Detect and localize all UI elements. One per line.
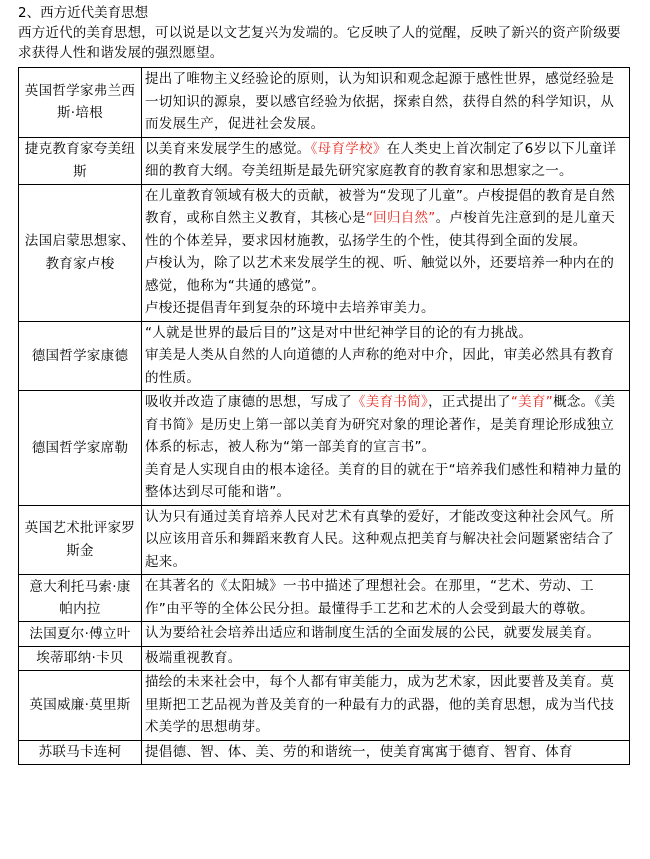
thinker-description bbox=[142, 505, 630, 575]
thinker-description bbox=[142, 184, 630, 321]
table-row bbox=[19, 622, 630, 647]
thinker-name: 德国哲学家席勒 bbox=[19, 391, 142, 506]
description-paragraph bbox=[145, 252, 626, 297]
thinker-name: 英国哲学家弗兰西斯·培根 bbox=[19, 68, 142, 138]
thinker-name: 捷克教育家夸美纽斯 bbox=[19, 137, 142, 184]
thinker-description bbox=[142, 646, 630, 671]
thinker-name: 英国艺术批评家罗斯金 bbox=[19, 505, 142, 575]
body-text: 认为只有通过美育培养人民对艺术有真挚的爱好，才能改变这种社会风气。所以应该用音乐和舞蹈来教育人民。这种观点把美育与解决社会问题紧密结合了起来。 bbox=[145, 508, 615, 570]
thinker-description bbox=[142, 137, 630, 184]
description-paragraph bbox=[145, 671, 626, 739]
description-paragraph bbox=[145, 622, 626, 645]
description-paragraph bbox=[145, 68, 626, 136]
thinker-description bbox=[142, 391, 630, 506]
thinker-name: 意大利托马索·康帕内拉 bbox=[19, 575, 142, 622]
table-row bbox=[19, 740, 630, 765]
body-text: 提倡德、智、体、美、劳的和谐统一，使美育寓寓于德育、智育、体育 bbox=[145, 743, 573, 760]
thinker-name: 英国威廉·莫里斯 bbox=[19, 671, 142, 741]
body-text: 在人类史上首次制定了6岁以下儿童详细的教育大纲。夸美纽斯是最先研究家庭教育的教育家和思想家之一。 bbox=[145, 140, 617, 179]
description-paragraph bbox=[145, 459, 626, 504]
thinker-name: 法国夏尔·傅立叶 bbox=[19, 622, 142, 647]
thinker-name: 埃蒂耶纳·卡贝 bbox=[19, 646, 142, 671]
description-paragraph bbox=[145, 506, 626, 574]
table-row bbox=[19, 321, 630, 391]
thinker-name: 苏联马卡连柯 bbox=[19, 740, 142, 765]
description-paragraph bbox=[145, 297, 626, 320]
body-text: 提出了唯物主义经验论的原则，认为知识和观念起源于感性世界，感觉经验是一切知识的源泉，要以感官经验为依据，探索自然，获得自然的科学知识，从而发展生产，促进社会发展。 bbox=[145, 71, 615, 132]
thinker-name: 德国哲学家康德 bbox=[19, 321, 142, 391]
description-paragraph bbox=[145, 647, 626, 670]
body-text: 。卢梭首先注意到的是儿童天性的个体差异，要求因材施教，弘扬学生的个性，使其得到全面的发展。 bbox=[145, 210, 616, 249]
body-text: 在其著名的《太阳城》一书中描述了理想社会。在那里，“艺术、劳动、工作”由平等的全体公民分担。最懂得手工艺和艺术的人会受到最大的尊敬。 bbox=[145, 578, 594, 617]
thinker-description bbox=[142, 622, 630, 647]
highlight-text: “美育” bbox=[510, 394, 554, 410]
table-row bbox=[19, 68, 630, 138]
intro-paragraph: 西方近代的美育思想，可以说是以文艺复兴为发端的。它反映了人的觉醒，反映了新兴的资产阶级要求获得人性和谐发展的强烈愿望。 bbox=[18, 25, 621, 61]
description-paragraph bbox=[145, 322, 626, 345]
body-text: 审美是人类从自然的人向道德的人声称的绝对中介，因此，审美必然具有教育的性质。 bbox=[145, 347, 615, 386]
thinker-description bbox=[142, 740, 630, 765]
body-text: 极端重视教育。 bbox=[145, 649, 242, 666]
thinker-name: 法国启蒙思想家、教育家卢梭 bbox=[19, 184, 142, 321]
table-row bbox=[19, 391, 630, 506]
table-row bbox=[19, 184, 630, 321]
body-text: 描绘的未来社会中，每个人都有审美能力，成为艺术家，因此要普及美育。莫里斯把工艺品视为普及美育的一种最有力的武器，他的美育思想，成为当代技术美学的思想萌芽。 bbox=[145, 674, 615, 735]
description-paragraph bbox=[145, 741, 626, 764]
thinkers-table bbox=[18, 67, 630, 765]
body-text: 以美育来发展学生的感觉。 bbox=[145, 140, 311, 157]
description-paragraph bbox=[145, 391, 626, 459]
description-paragraph bbox=[145, 185, 626, 253]
thinker-description bbox=[142, 575, 630, 622]
thinker-description bbox=[142, 68, 630, 138]
thinker-description bbox=[142, 321, 630, 391]
body-text: 在儿童教育领域有极大的贡献，被誉为“发现了儿童”。卢梭提倡的教育是自然教育，或称自然主义教育，其核心是 bbox=[145, 187, 615, 226]
table-row bbox=[19, 137, 630, 184]
body-text: 概念。《美育书简》是历史上第一部以美育为研究对象的理论著作，是美育理论形成独立体系的标志，被人称为“第一部美育的宣言书”。 bbox=[145, 394, 616, 455]
table-row bbox=[19, 505, 630, 575]
description-paragraph bbox=[145, 575, 626, 620]
highlight-text: “回归自然” bbox=[365, 210, 436, 226]
body-text: 卢梭认为，除了以艺术来发展学生的视、听、触觉以外，还要培养一种内在的感觉，他称为“共通的感觉”。 bbox=[145, 255, 615, 294]
highlight-text: 《美育书简》 bbox=[352, 394, 429, 410]
body-text: 卢梭还提倡青年到复杂的环境中去培养审美力。 bbox=[145, 300, 435, 316]
table-row bbox=[19, 671, 630, 741]
table-row bbox=[19, 575, 630, 622]
body-text: 吸收并改造了康德的思想，写成了 bbox=[145, 394, 352, 410]
body-text: “人就是世界的最后目的”这是对中世纪神学目的论的有力挑战。 bbox=[145, 324, 533, 341]
body-text: 美育是人实现自由的根本途径。美育的目的就在于“培养我们感性和精神力量的整体达到尽可能和谐”。 bbox=[145, 461, 622, 500]
body-text: ，正式提出了 bbox=[428, 394, 511, 410]
body-text: 认为要给社会培养出适应和谐制度生活的全面发展的公民，就要发展美育。 bbox=[145, 625, 601, 641]
table-row bbox=[19, 646, 630, 671]
section-title: 2、西方近代美育思想 bbox=[18, 5, 149, 21]
thinker-description bbox=[142, 671, 630, 741]
description-paragraph bbox=[145, 138, 626, 183]
description-paragraph bbox=[145, 344, 626, 389]
highlight-text: 《母育学校》 bbox=[310, 140, 387, 157]
